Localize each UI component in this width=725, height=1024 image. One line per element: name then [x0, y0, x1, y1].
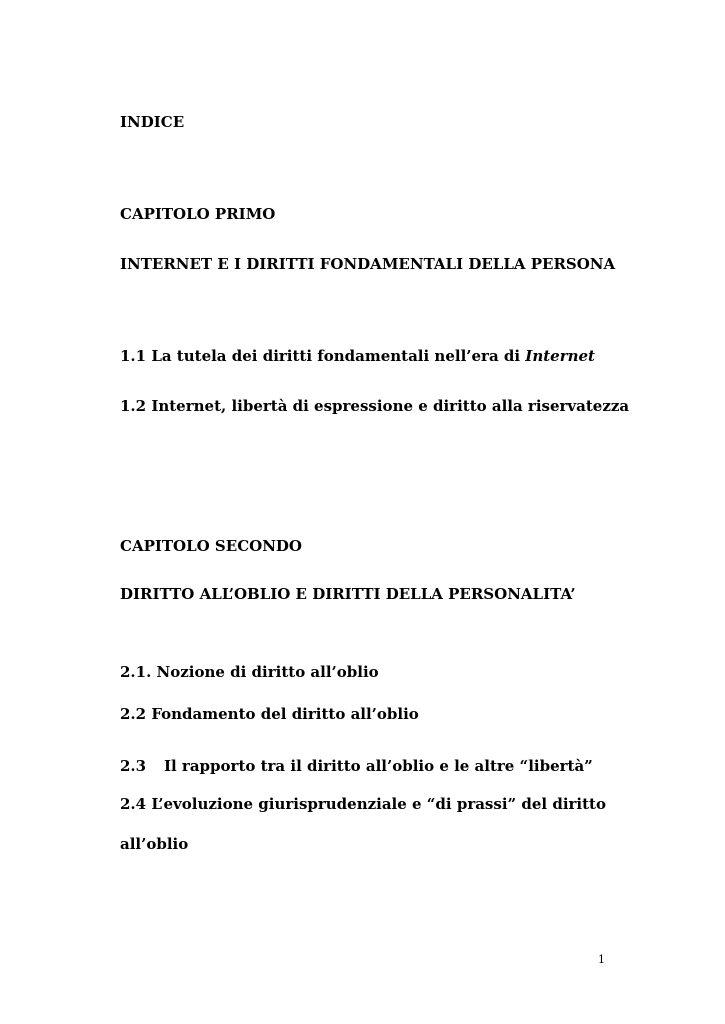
toc-entry-1-1-text: 1.1 La tutela dei diritti fondamentali nell’era di [120, 347, 526, 365]
toc-entry-2-3 [120, 759, 593, 774]
chapter-one-label: CAPITOLO PRIMO [120, 205, 276, 223]
toc-entry-2-4-continued: all’oblio [120, 835, 189, 853]
index-heading: INDICE [120, 113, 185, 131]
toc-entry-2-3-number: 2.3 [120, 757, 147, 775]
toc-entry-1-2: 1.2 Internet, libertà di espressione e diritto alla riservatezza [120, 397, 630, 415]
chapter-one-title: INTERNET E I DIRITTI FONDAMENTALI DELLA PERSONA [120, 255, 616, 273]
chapter-two-title: DIRITTO ALL’OBLIO E DIRITTI DELLA PERSONALITA’ [120, 585, 576, 603]
chapter-two-label: CAPITOLO SECONDO [120, 537, 302, 555]
page-number: 1 [598, 953, 605, 966]
toc-entry-2-3-text: Il rapporto tra il diritto all’oblio e le altre “libertà” [164, 757, 593, 775]
toc-entry-2-1: 2.1. Nozione di diritto all’oblio [120, 663, 379, 681]
toc-entry-2-4: 2.4 L’evoluzione giurisprudenziale e “di prassi” del diritto [120, 795, 606, 813]
toc-entry-2-2: 2.2 Fondamento del diritto all’oblio [120, 705, 419, 723]
toc-entry-1-1-italic: Internet [525, 347, 595, 365]
toc-entry-1-1 [120, 349, 595, 364]
